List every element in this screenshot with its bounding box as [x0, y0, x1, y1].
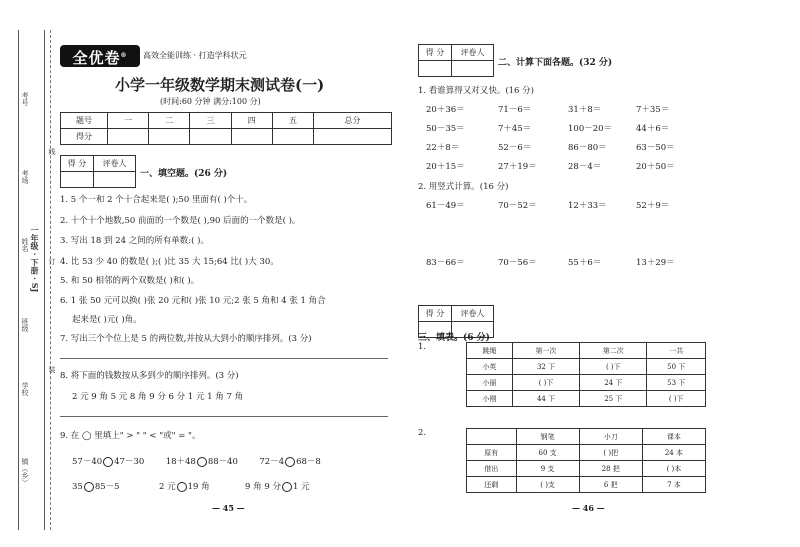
- table-cell: 6 把: [579, 477, 642, 493]
- score-input[interactable]: [231, 129, 272, 145]
- table-cell: 60 支: [516, 445, 579, 461]
- compare-circle[interactable]: [177, 482, 187, 492]
- calc-item: 44＋6＝: [636, 124, 670, 134]
- table-cell: 9 支: [516, 461, 579, 477]
- question-1-1: 1. 5 个一和 2 个十合起来是( );50 里面有( )个十。: [60, 195, 253, 205]
- question-1-4: 4. 比 53 少 40 的数是( );( )比 35 大 15;64 比( )大 30。: [60, 257, 279, 267]
- vertical-calc: 83－66＝: [426, 258, 465, 268]
- label-grade: 一年级 · 下册 · SJ: [30, 226, 40, 293]
- table-fill-cell[interactable]: ( )下: [647, 391, 706, 407]
- calc-item: 27＋19＝: [498, 162, 537, 172]
- page-number-left: — 45 —: [212, 503, 245, 513]
- table-cell: 53 下: [647, 375, 706, 391]
- table-cell: 25 下: [580, 391, 647, 407]
- jump-rope-table: [466, 342, 706, 407]
- table-cell: 24 本: [642, 445, 705, 461]
- calc-item: 28－4＝: [568, 162, 602, 172]
- table-cell: 50 下: [647, 359, 706, 375]
- grader-score-label: 得 分: [61, 156, 94, 172]
- vertical-calc: 13＋29＝: [636, 258, 675, 268]
- vertical-calc: 61－49＝: [426, 201, 465, 211]
- label-xingming: 姓名: [21, 238, 29, 252]
- section2-sub1: 1. 看谁算得又对又快。(16 分): [418, 86, 534, 96]
- grader-score-label: 得 分: [419, 306, 452, 322]
- score-table: [60, 112, 392, 145]
- question-1-3: 3. 写出 18 到 24 之间的所有单数:( )。: [60, 236, 209, 246]
- question-1-8-items: 2 元 9 角 5 元 8 角 9 分 6 分 1 元 1 角 7 角: [72, 392, 244, 402]
- table1-number: 1.: [418, 342, 427, 352]
- page-title: 小学一年级数学期末测试卷(一): [115, 76, 325, 94]
- table-fill-cell[interactable]: ( )下: [512, 375, 579, 391]
- label-kaohao: 考号: [21, 92, 29, 106]
- table-cell: 28 把: [579, 461, 642, 477]
- vertical-calc: 52＋9＝: [636, 201, 670, 211]
- table-cell: 一共: [647, 343, 706, 359]
- score-cell: 得分: [61, 129, 108, 145]
- score-input[interactable]: [149, 129, 190, 145]
- question-1-7: 7. 写出三个个位上是 5 的两位数,并按从大到小的顺序排列。(3 分): [60, 334, 312, 344]
- table-cell: 7 本: [642, 477, 705, 493]
- compare-circle[interactable]: [103, 457, 113, 467]
- score-table-header-row: [61, 113, 392, 129]
- calc-item: 50－35＝: [426, 124, 465, 134]
- score-cell: 一: [108, 113, 149, 129]
- compare-circle[interactable]: [285, 457, 295, 467]
- vertical-calc: 12＋33＝: [568, 201, 607, 211]
- question-1-8: 8. 将下面的钱数按从多到少的顺序排列。(3 分): [60, 371, 239, 381]
- label-kaochang: 考场: [21, 170, 29, 184]
- calc-item: 86－80＝: [568, 143, 607, 153]
- stationery-table: [466, 428, 706, 493]
- margin-line: [18, 30, 19, 530]
- grader-reviewer-input[interactable]: [451, 61, 493, 77]
- table-cell: 32 下: [512, 359, 579, 375]
- compare-circle[interactable]: [84, 482, 94, 492]
- score-table-score-row: [61, 129, 392, 145]
- margin-line: [44, 30, 45, 530]
- table-cell: 小刚: [467, 391, 513, 407]
- table-cell: 小丽: [467, 375, 513, 391]
- label-xian: 线: [48, 148, 56, 155]
- calc-item: 20＋50＝: [636, 162, 675, 172]
- calc-item: 7＋45＝: [498, 124, 532, 134]
- brand-logo: 全优卷®: [60, 45, 140, 67]
- grader-box-2: [418, 44, 494, 77]
- score-cell: 四: [231, 113, 272, 129]
- answer-line: [60, 416, 388, 417]
- score-cell: 五: [272, 113, 313, 129]
- table-cell: 课本: [642, 429, 705, 445]
- table-cell: 借出: [467, 461, 517, 477]
- table-fill-cell[interactable]: ( )下: [580, 359, 647, 375]
- score-cell: 题号: [61, 113, 108, 129]
- question-1-2: 2. 十个十个地数,50 前面的一个数是( ),90 后面的一个数是( )。: [60, 216, 301, 226]
- table-cell: 跳绳: [467, 343, 513, 359]
- table-fill-cell[interactable]: ( )支: [516, 477, 579, 493]
- grader-score-input[interactable]: [61, 172, 94, 188]
- table-fill-cell[interactable]: ( )本: [642, 461, 705, 477]
- question-1-6a: 6. 1 张 50 元可以换( )张 20 元和( )张 10 元;2 张 5 角和 4 张 1 角合: [60, 296, 326, 306]
- table-cell: 24 下: [580, 375, 647, 391]
- calc-item: 52－6＝: [498, 143, 532, 153]
- page-subtitle: (时间:60 分钟 满分:100 分): [160, 97, 261, 106]
- section3-title: 三、填表。(6 分): [418, 333, 490, 343]
- table-cell: 44 下: [512, 391, 579, 407]
- question-1-5: 5. 和 50 相邻的两个双数是( )和( )。: [60, 276, 200, 286]
- question-1-6b: 起来是( )元( )角。: [72, 315, 142, 325]
- vertical-calc: 70－52＝: [498, 201, 537, 211]
- table-cell: 小刀: [579, 429, 642, 445]
- grader-box-1: [60, 155, 136, 188]
- label-xiang: 镇（乡）: [21, 458, 29, 486]
- label-ding: 订: [48, 258, 56, 265]
- section1-title: 一、填空题。(26 分): [140, 169, 228, 179]
- grader-score-input[interactable]: [419, 61, 452, 77]
- table-cell: 钢笔: [516, 429, 579, 445]
- score-cell: 总分: [314, 113, 392, 129]
- compare-row-1: 57－40 47－30 18＋48 88－40 72－4 68－8: [72, 457, 321, 467]
- score-input[interactable]: [108, 129, 149, 145]
- grader-reviewer-label: 评卷人: [451, 45, 493, 61]
- vertical-calc: 55＋6＝: [568, 258, 602, 268]
- section2-sub2: 2. 用竖式计算。(16 分): [418, 182, 509, 192]
- question-1-9: 9. 在 ◯ 里填上" > " " < "或" = "。: [60, 431, 201, 441]
- calc-item: 63－50＝: [636, 143, 675, 153]
- compare-circle[interactable]: [197, 457, 207, 467]
- cut-line: [50, 30, 51, 530]
- answer-line: [60, 358, 388, 359]
- slogan: 高效全能训练 · 打造学科状元: [143, 51, 247, 60]
- vertical-calc: 70－56＝: [498, 258, 537, 268]
- grader-reviewer-input[interactable]: [93, 172, 135, 188]
- section2-title: 二、计算下面各题。(32 分): [498, 58, 613, 68]
- compare-circle[interactable]: [282, 482, 292, 492]
- calc-item: 22＋8＝: [426, 143, 460, 153]
- grader-reviewer-label: 评卷人: [93, 156, 135, 172]
- table-cell: 还剩: [467, 477, 517, 493]
- label-xuexiao: 学校: [21, 382, 29, 396]
- compare-row-2: 35 85－5 2 元 19 角 9 角 9 分 1 元: [72, 482, 310, 492]
- calc-item: 20＋15＝: [426, 162, 465, 172]
- calc-item: 100－20＝: [568, 124, 613, 134]
- grader-reviewer-label: 评卷人: [451, 306, 493, 322]
- calc-item: 31＋8＝: [568, 105, 602, 115]
- score-cell: 三: [190, 113, 231, 129]
- score-input[interactable]: [314, 129, 392, 145]
- table-cell: 原有: [467, 445, 517, 461]
- calc-item: 20＋36＝: [426, 105, 465, 115]
- calc-item: 7＋35＝: [636, 105, 670, 115]
- score-input[interactable]: [272, 129, 313, 145]
- score-input[interactable]: [190, 129, 231, 145]
- grader-score-label: 得 分: [419, 45, 452, 61]
- table-cell: [467, 429, 517, 445]
- label-zhuang: 装: [48, 366, 56, 373]
- table-cell: 第二次: [580, 343, 647, 359]
- label-banji: 班级: [21, 318, 29, 332]
- calc-item: 71－6＝: [498, 105, 532, 115]
- table-fill-cell[interactable]: ( )把: [579, 445, 642, 461]
- page-number-right: — 46 —: [572, 503, 605, 513]
- table-cell: 小英: [467, 359, 513, 375]
- score-cell: 二: [149, 113, 190, 129]
- table2-number: 2.: [418, 428, 427, 438]
- table-cell: 第一次: [512, 343, 579, 359]
